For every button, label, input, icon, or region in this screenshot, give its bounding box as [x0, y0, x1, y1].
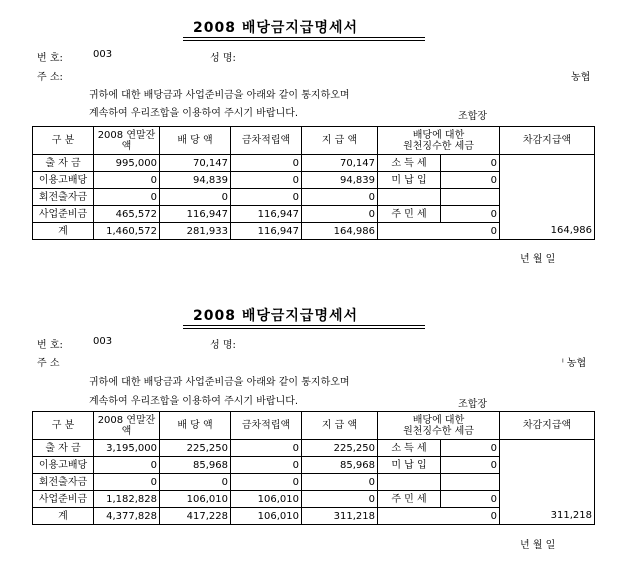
- address-value: 농협: [571, 72, 591, 83]
- row-category: 이용고배당: [33, 457, 94, 474]
- table-header-row: [33, 127, 595, 155]
- header-withholding-line1: 배당에 대한: [412, 414, 465, 426]
- row-dividend: 106,010: [160, 491, 231, 508]
- row-category: 이용고배당: [33, 172, 94, 189]
- total-category: 계: [33, 508, 94, 525]
- header-category: 구 분: [33, 127, 94, 155]
- row-tax-label: 미 납 입: [378, 457, 441, 474]
- header-payment: 지 급 액: [302, 127, 378, 155]
- row-balance: 1,182,828: [94, 491, 160, 508]
- table-row: [33, 155, 595, 172]
- number-label: 번 호:: [37, 340, 63, 351]
- header-withholding-line1: 배당에 대한: [412, 129, 465, 141]
- header-category: 구 분: [33, 412, 94, 440]
- address-label: 주 소:: [37, 72, 63, 83]
- row-balance: 3,195,000: [94, 440, 160, 457]
- union-head: 조합장: [458, 111, 487, 122]
- table-header-row: [33, 412, 595, 440]
- total-tax-value: 0: [378, 223, 500, 240]
- row-dividend: 0: [160, 474, 231, 491]
- intro-text-line1: 귀하에 대한 배당금과 사업준비금을 아래와 같이 통지하오며: [89, 377, 350, 388]
- total-payment: 164,986: [302, 223, 378, 240]
- row-tax-value: 0: [441, 491, 500, 508]
- row-balance: 0: [94, 474, 160, 491]
- row-tax-value: 0: [441, 457, 500, 474]
- number-label: 번 호:: [37, 53, 63, 64]
- total-balance: 4,377,828: [94, 508, 160, 525]
- row-dividend: 0: [160, 189, 231, 206]
- table-row: [33, 474, 595, 491]
- row-tax-value: 0: [441, 440, 500, 457]
- row-interest: 0: [231, 172, 302, 189]
- row-net: [500, 155, 595, 172]
- row-tax-value: 0: [441, 206, 500, 223]
- row-category: 출 자 금: [33, 155, 94, 172]
- row-tax-label: 소 득 세: [378, 155, 441, 172]
- row-tax-label: [378, 474, 441, 491]
- header-balance: 2008 연말잔액: [94, 412, 160, 440]
- row-category: 출 자 금: [33, 440, 94, 457]
- row-interest: 116,947: [231, 206, 302, 223]
- date-line: 년 월 일: [520, 540, 556, 551]
- row-balance: 995,000: [94, 155, 160, 172]
- header-withholding-line2: 원천징수한 세금: [403, 140, 474, 152]
- table-row: [33, 440, 595, 457]
- total-interest: 106,010: [231, 508, 302, 525]
- title-underline: [183, 328, 425, 329]
- address-value: ˡ 농협: [562, 358, 587, 369]
- row-tax-value: 0: [441, 172, 500, 189]
- table-row: [33, 457, 595, 474]
- statement-title: 2008 배당금지급명세서: [193, 20, 359, 36]
- row-net: [500, 440, 595, 457]
- row-payment: 225,250: [302, 440, 378, 457]
- row-net: [500, 491, 595, 508]
- row-tax-value: [441, 474, 500, 491]
- row-interest: 0: [231, 457, 302, 474]
- row-category: 회전출자금: [33, 189, 94, 206]
- total-category: 계: [33, 223, 94, 240]
- row-net: [500, 189, 595, 206]
- row-payment: 0: [302, 206, 378, 223]
- row-payment: 70,147: [302, 155, 378, 172]
- title-underline: [183, 40, 425, 41]
- row-net: [500, 474, 595, 491]
- row-payment: 85,968: [302, 457, 378, 474]
- title-underline: [183, 37, 425, 38]
- row-payment: 94,839: [302, 172, 378, 189]
- table-total-row: [33, 508, 595, 525]
- row-interest: 0: [231, 155, 302, 172]
- row-balance: 465,572: [94, 206, 160, 223]
- row-tax-label: 소 득 세: [378, 440, 441, 457]
- row-dividend: 94,839: [160, 172, 231, 189]
- title-underline: [183, 325, 425, 326]
- total-dividend: 281,933: [160, 223, 231, 240]
- row-category: 사업준비금: [33, 206, 94, 223]
- header-withholding: [378, 127, 500, 155]
- total-payment: 311,218: [302, 508, 378, 525]
- row-net: [500, 206, 595, 223]
- header-interest: 금차적립액: [231, 412, 302, 440]
- header-net: 차감지급액: [500, 127, 595, 155]
- header-withholding-line2: 원천징수한 세금: [403, 425, 474, 437]
- header-dividend: 배 당 액: [160, 412, 231, 440]
- row-interest: 106,010: [231, 491, 302, 508]
- total-net: 311,218: [500, 508, 595, 525]
- table-row: [33, 189, 595, 206]
- number-value: 003: [93, 336, 113, 347]
- row-category: 사업준비금: [33, 491, 94, 508]
- intro-text-line2: 계속하여 우리조합을 이용하여 주시기 바랍니다.: [89, 396, 299, 407]
- total-balance: 1,460,572: [94, 223, 160, 240]
- row-balance: 0: [94, 172, 160, 189]
- total-interest: 116,947: [231, 223, 302, 240]
- row-tax-label: 주 민 세: [378, 206, 441, 223]
- header-dividend: 배 당 액: [160, 127, 231, 155]
- row-net: [500, 172, 595, 189]
- total-net: 164,986: [500, 223, 595, 240]
- row-dividend: 225,250: [160, 440, 231, 457]
- row-interest: 0: [231, 440, 302, 457]
- row-tax-value: [441, 189, 500, 206]
- row-interest: 0: [231, 474, 302, 491]
- row-balance: 0: [94, 457, 160, 474]
- row-category: 회전출자금: [33, 474, 94, 491]
- row-tax-label: 미 납 입: [378, 172, 441, 189]
- intro-text-line2: 계속하여 우리조합을 이용하여 주시기 바랍니다.: [89, 108, 299, 119]
- row-net: [500, 457, 595, 474]
- union-head: 조합장: [458, 399, 487, 410]
- row-tax-value: 0: [441, 155, 500, 172]
- table-row: [33, 491, 595, 508]
- name-label: 성 명:: [210, 340, 236, 351]
- row-payment: 0: [302, 491, 378, 508]
- row-interest: 0: [231, 189, 302, 206]
- header-payment: 지 급 액: [302, 412, 378, 440]
- total-tax-value: 0: [378, 508, 500, 525]
- statement-title: 2008 배당금지급명세서: [193, 308, 359, 324]
- table-total-row: [33, 223, 595, 240]
- number-value: 003: [93, 49, 113, 60]
- address-label: 주 소: [37, 358, 60, 369]
- name-label: 성 명:: [210, 53, 236, 64]
- intro-text-line1: 귀하에 대한 배당금과 사업준비금을 아래와 같이 통지하오며: [89, 90, 350, 101]
- row-tax-label: [378, 189, 441, 206]
- total-dividend: 417,228: [160, 508, 231, 525]
- row-dividend: 85,968: [160, 457, 231, 474]
- header-balance: 2008 연말잔액: [94, 127, 160, 155]
- dividend-table: [32, 411, 595, 525]
- row-dividend: 70,147: [160, 155, 231, 172]
- row-payment: 0: [302, 474, 378, 491]
- row-dividend: 116,947: [160, 206, 231, 223]
- row-payment: 0: [302, 189, 378, 206]
- header-interest: 금차적립액: [231, 127, 302, 155]
- row-balance: 0: [94, 189, 160, 206]
- row-tax-label: 주 민 세: [378, 491, 441, 508]
- dividend-table: [32, 126, 595, 240]
- table-row: [33, 206, 595, 223]
- header-net: 차감지급액: [500, 412, 595, 440]
- table-row: [33, 172, 595, 189]
- date-line: 년 월 일: [520, 254, 556, 265]
- header-withholding: [378, 412, 500, 440]
